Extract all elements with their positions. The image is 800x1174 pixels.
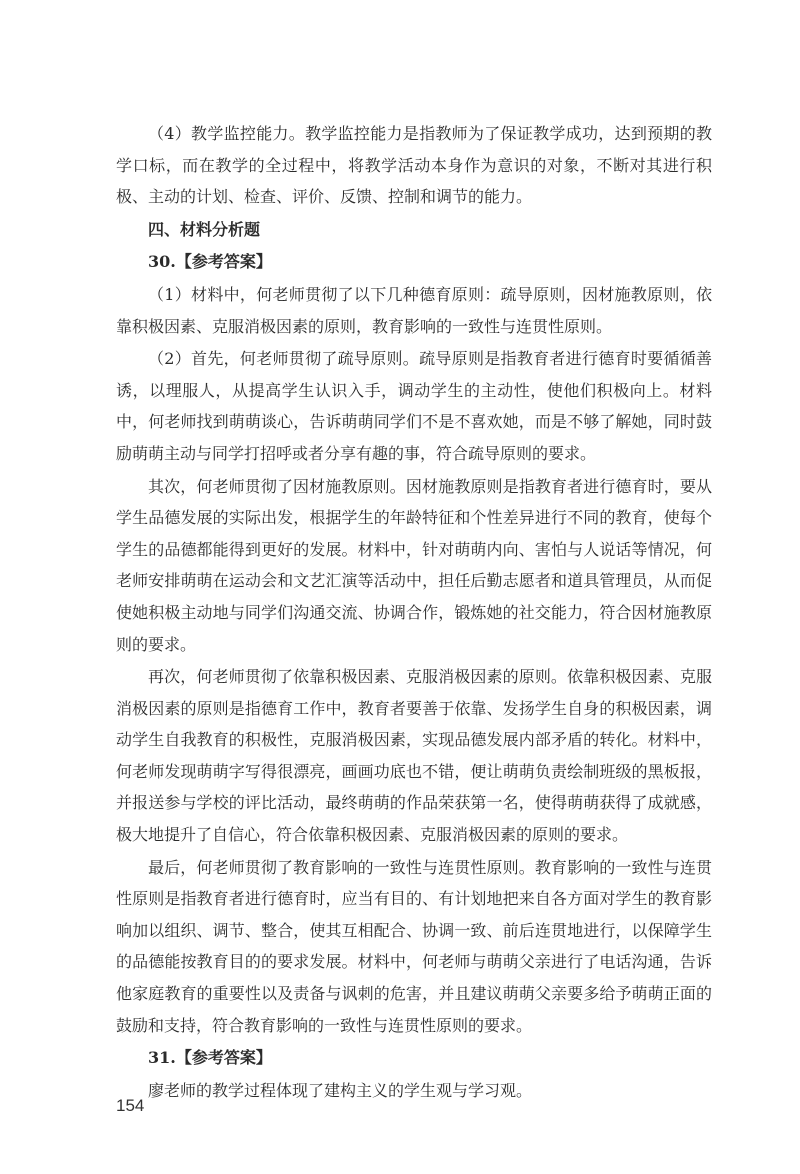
paragraph-30-part-2-second: 其次，何老师贯彻了因材施教原则。因材施教原则是指教育者进行德育时，要从学生品德发展的实际出发，根据学生的年龄特征和个性差异进行不同的教育，使每个学生的品德都能得到更好的发展。材料中，针对萌萌内向、害怕与人说话等情况，何老师安排萌萌在运动会和文艺汇演等活动中，担任后勤志愿者和道具管理员，从而促使她积极主动地与同学们沟通交流、协调合作，锻炼她的社交能力，符合因材施教原则的要求。	[116, 476, 712, 654]
answer-heading-31: 31.【参考答案】	[148, 1048, 272, 1068]
answer-heading-30: 30.【参考答案】	[148, 252, 272, 272]
paragraph-teaching-monitoring: （4）教学监控能力。教学监控能力是指教师为了保证教学成功，达到预期的教学口标，而在教学的全过程中，将教学活动本身作为意识的对象，不断对其进行积极、主动的计划、检查、评价、反馈、控制和调节的能力。	[116, 124, 712, 207]
paragraph-31-answer: 廖老师的教学过程体现了建构主义的学生观与学习观。	[148, 1080, 533, 1100]
paragraph-30-part-2-last: 最后，何老师贯彻了教育影响的一致性与连贯性原则。教育影响的一致性与连贯性原则是指教育者进行德育时，应当有目的、有计划地把来自各方面对学生的教育影响加以组织、调节、整合，使其互相配合、协调一致、前后连贯地进行，以保障学生的品德能按教育目的的要求发展。材料中，何老师与萌萌父亲进行了电话沟通，告诉他家庭教育的重要性以及责备与讽刺的危害，并且建议萌萌父亲要多给予萌萌正面的鼓励和支持，符合教育影响的一致性与连贯性原则的要求。	[116, 857, 712, 1035]
page-number: 154	[116, 1096, 145, 1115]
paragraph-30-part-2-first: （2）首先，何老师贯彻了疏导原则。疏导原则是指教育者进行德育时要循循善诱，以理服人，从提高学生认识入手，调动学生的主动性，使他们积极向上。材料中，何老师找到萌萌谈心，告诉萌萌同学们不是不喜欢她，而是不够了解她，同时鼓励萌萌主动与同学打招呼或者分享有趣的事，符合疏导原则的要求。	[116, 349, 712, 463]
paragraph-30-part-1: （1）材料中，何老师贯彻了以下几种德育原则：疏导原则，因材施教原则，依靠积极因素、克服消极因素的原则，教育影响的一致性与连贯性原则。	[116, 284, 712, 336]
section-heading-material-analysis: 四、材料分析题	[148, 219, 261, 239]
page-content	[116, 118, 712, 1107]
paragraph-30-part-2-third: 再次，何老师贯彻了依靠积极因素、克服消极因素的原则。依靠积极因素、克服消极因素的原则是指德育工作中，教育者要善于依靠、发扬学生自身的积极因素，调动学生自我教育的积极性，克服消极因素，实现品德发展内部矛盾的转化。材料中，何老师发现萌萌字写得很漂亮，画画功底也不错，便让萌萌负责绘制班级的黑板报，并报送参与学校的评比活动，最终萌萌的作品荣获第一名，使得萌萌获得了成就感，极大地提升了自信心，符合依靠积极因素、克服消极因素的原则的要求。	[116, 667, 712, 845]
